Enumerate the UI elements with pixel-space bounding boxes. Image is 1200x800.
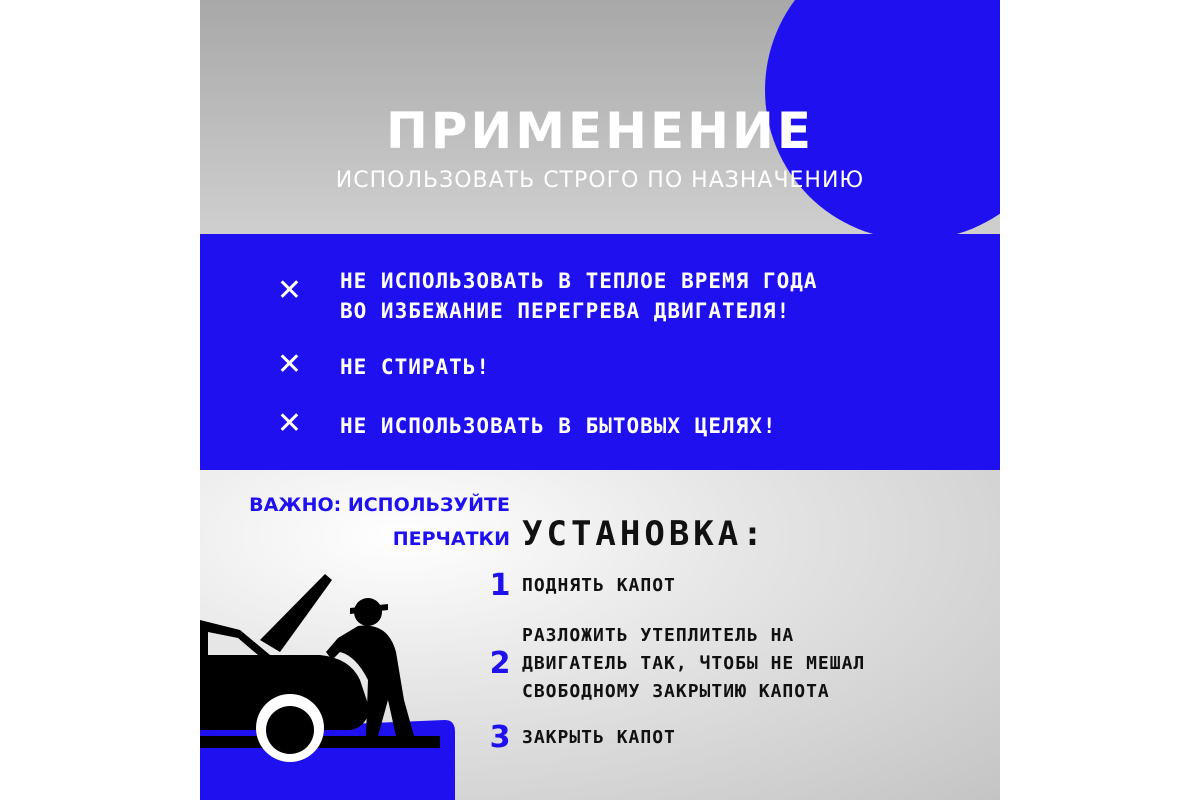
warning-text: НЕ ИСПОЛЬЗОВАТЬ В ТЕПЛОЕ ВРЕМЯ ГОДА ВО ИЗБЕЖАНИЕ ПЕРЕГРЕВА ДВИГАТЕЛЯ! [340,269,818,323]
mechanic-car-icon [200,560,460,800]
page-subtitle: ИСПОЛЬЗОВАТЬ СТРОГО ПО НАЗНАЧЕНИЮ [335,168,865,193]
warning-text: НЕ СТИРАТЬ! [340,355,491,379]
warning-text: НЕ ИСПОЛЬЗОВАТЬ В БЫТОВЫХ ЦЕЛЯХ! [340,414,777,438]
step-number: 2 [489,646,511,681]
installation-title: УСТАНОВКА: [522,514,767,554]
step-text: РАЗЛОЖИТЬ УТЕПЛИТЕЛЬ НА ДВИГАТЕЛЬ ТАК, ЧТОБЫ НЕ МЕШАЛ СВОБОДНОМУ ЗАКРЫТИЮ КАПОТА [522,625,866,702]
cross-icon: ✕ [276,273,304,308]
info-card [200,0,1000,800]
step-number: 3 [489,720,511,755]
step-text: ПОДНЯТЬ КАПОТ [522,575,676,596]
step-number: 1 [489,568,511,603]
step-text: ЗАКРЫТЬ КАПОТ [522,727,676,748]
page-title: ПРИМЕНЕНИЕ [385,102,815,160]
gloves-note: ВАЖНО: ИСПОЛЬЗУЙТЕ ПЕРЧАТКИ [249,494,510,550]
cross-icon: ✕ [276,347,304,382]
cross-icon: ✕ [276,406,304,441]
